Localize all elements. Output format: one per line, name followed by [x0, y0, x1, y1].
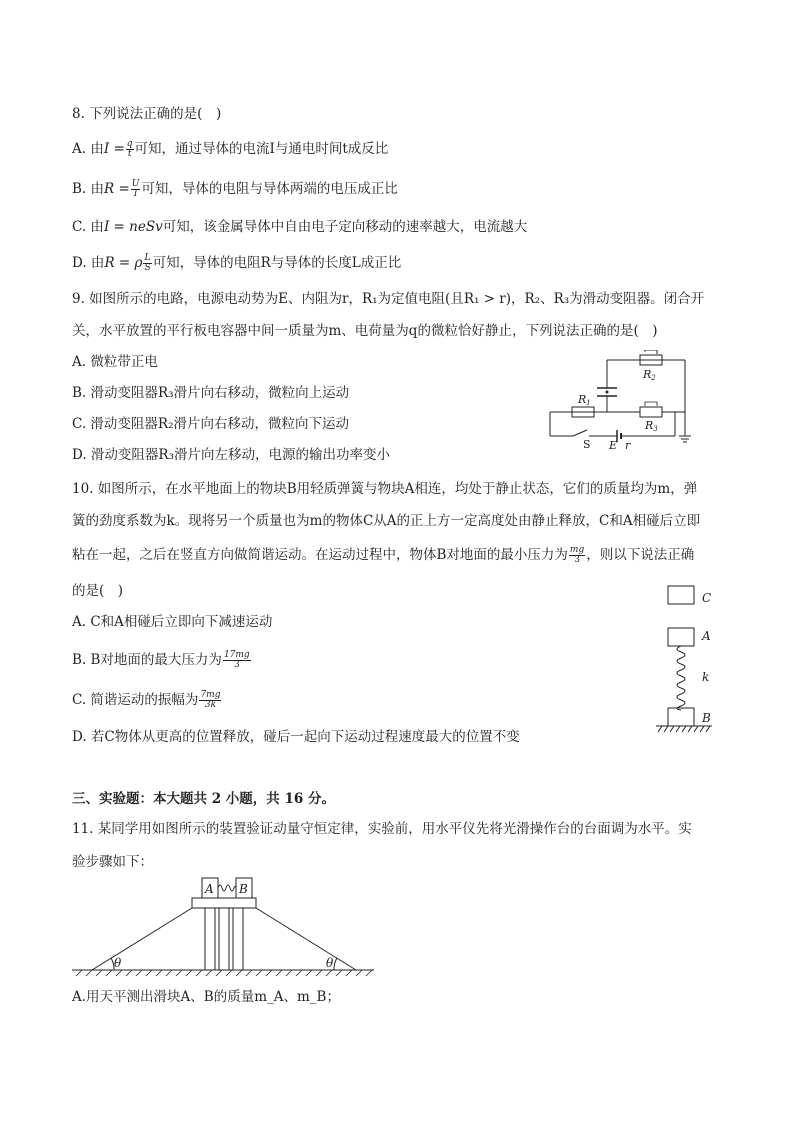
q10-option-b: B. B对地面的最大压力为 $\frac{17mg}{3}$	[72, 650, 250, 670]
q9-option-a: A. 微粒带正电	[72, 354, 158, 370]
q9-circuit-diagram	[545, 350, 705, 450]
q8-option-d: D. 由R = ρ $\frac{L}{S}$ 可知，导体的电阻R与导体的长度L成正比	[72, 253, 402, 273]
spring-k-label: k	[702, 670, 710, 684]
q11-stem-line2: 验步骤如下：	[72, 854, 153, 870]
q10-stem-line1: 10. 如图所示，在水平地面上的物块B用轻质弹簧与物块A相连，均处于静止状态，它们的质量均为m，弹	[72, 481, 698, 497]
q10-stem-line4: 的是( )	[72, 583, 124, 599]
q9-stem-line2: 关，水平放置的平行板电容器中间一质量为m、电荷量为q的微粒恰好静止，下列说法正确的是( )	[72, 323, 658, 339]
q11-apparatus-diagram	[70, 872, 380, 982]
q9-stem-line1: 9. 如图所示的电路，电源电动势为E、内阻为r，R₁为定值电阻(且R₁ > r)，R₂、R₃为滑动变阻器。闭合开	[72, 291, 705, 307]
r2-label: R2	[643, 368, 656, 382]
q9-option-d: D. 滑动变阻器R₃滑片向左移动，电源的输出功率变小	[72, 447, 391, 463]
q8-stem: 8. 下列说法正确的是( )	[72, 106, 222, 122]
q9-option-c: C. 滑动变阻器R₂滑片向右移动，微粒向下运动	[72, 416, 350, 432]
q10-spring-diagram	[652, 582, 722, 737]
q8-option-a: A. 由I = $\frac{q}{t}$ 可知，通过导体的电流I与通电时间t成反比	[72, 139, 389, 159]
q10-option-a: A. C和A相碰后立即向下减速运动	[72, 614, 273, 630]
switch-label: S	[583, 438, 591, 450]
block-a-label: A	[702, 629, 711, 643]
r3-label: R3	[645, 419, 658, 433]
theta-right-label: θ	[326, 956, 334, 970]
block-b-label: B	[702, 711, 711, 725]
internal-resistance-label: r	[625, 439, 631, 450]
emf-label: E	[609, 439, 618, 450]
slider-a-label: A	[205, 882, 214, 896]
q10-option-c: C. 简谐运动的振幅为 $\frac{7mg}{3k}$	[72, 690, 221, 710]
q9-option-b: B. 滑动变阻器R₃滑片向右移动，微粒向上运动	[72, 385, 350, 401]
q10-stem-line3: 粘在一起，之后在竖直方向做简谐运动。在运动过程中，物体B对地面的最小压力为 $\frac{mg}{3}$ ，则以下说法正确	[72, 545, 695, 565]
section3-title: 三、实验题：本大题共 2 小题，共 16 分。	[72, 791, 335, 807]
q10-stem-line2: 簧的劲度系数为k。现将另一个质量也为m的物体C从A的正上方一定高度处由静止释放，C和A相碰后立即	[72, 513, 701, 529]
theta-left-label: θ	[114, 956, 122, 970]
q11-step-a: A.用天平测出滑块A、B的质量m_A、m_B；	[72, 989, 340, 1005]
q8-option-b: B. 由R = $\frac{U}{I}$ 可知，导体的电阻与导体两端的电压成正比	[72, 179, 398, 199]
block-c-label: C	[702, 591, 712, 605]
q11-stem-line1: 11. 某同学用如图所示的装置验证动量守恒定律，实验前，用水平仪先将光滑操作台的台面调为水平。实	[72, 821, 692, 837]
q8-option-c: C. 由I = neSv可知，该金属导体中自由电子定向移动的速率越大，电流越大	[72, 219, 528, 235]
r1-label: R1	[578, 393, 591, 407]
q10-option-d: D. 若C物体从更高的位置释放，碰后一起向下运动过程速度最大的位置不变	[72, 729, 520, 745]
slider-b-label: B	[239, 882, 248, 896]
